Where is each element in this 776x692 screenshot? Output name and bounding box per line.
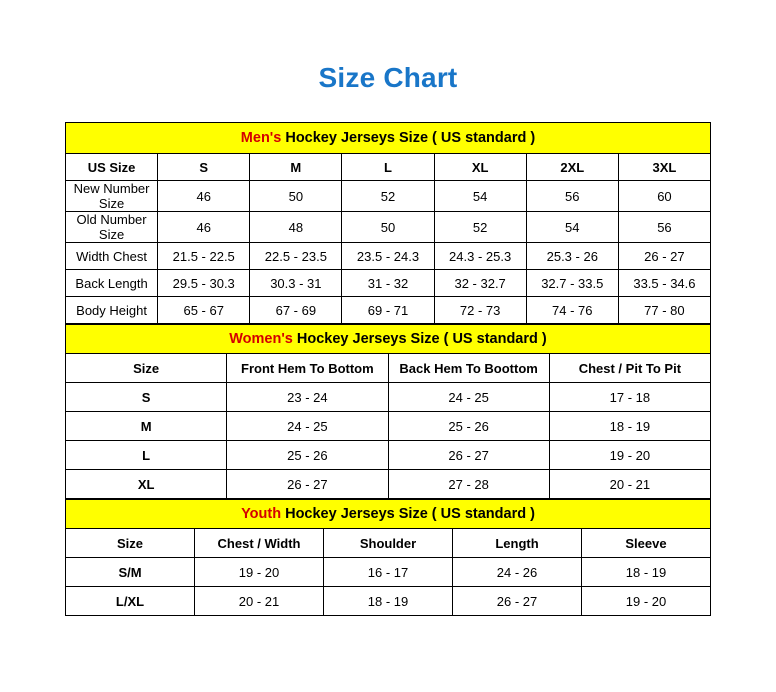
womens-header-row xyxy=(66,354,711,383)
youth-row-label: L/XL xyxy=(66,587,195,616)
mens-size-table xyxy=(65,122,711,324)
mens-cell: 56 xyxy=(526,181,618,212)
mens-cell: 67 - 69 xyxy=(250,297,342,324)
womens-cell: 26 - 27 xyxy=(388,441,549,470)
mens-cell: 77 - 80 xyxy=(618,297,710,324)
table-row xyxy=(66,558,711,587)
mens-cell: 50 xyxy=(250,181,342,212)
mens-cell: 32.7 - 33.5 xyxy=(526,270,618,297)
womens-cell: 25 - 26 xyxy=(388,412,549,441)
mens-header-cell: L xyxy=(342,154,434,181)
mens-cell: 74 - 76 xyxy=(526,297,618,324)
mens-cell: 52 xyxy=(342,181,434,212)
youth-cell: 26 - 27 xyxy=(453,587,582,616)
youth-cell: 18 - 19 xyxy=(324,587,453,616)
youth-header-row xyxy=(66,529,711,558)
womens-cell: 25 - 26 xyxy=(227,441,388,470)
womens-banner-rest: Hockey Jerseys Size ( US standard ) xyxy=(292,331,547,347)
womens-cell: 27 - 28 xyxy=(388,470,549,499)
womens-size-table xyxy=(65,324,711,499)
womens-row-label: S xyxy=(66,383,227,412)
youth-cell: 24 - 26 xyxy=(453,558,582,587)
mens-header-row xyxy=(66,154,711,181)
mens-cell: 72 - 73 xyxy=(434,297,526,324)
womens-header-cell: Chest / Pit To Pit xyxy=(549,354,710,383)
youth-banner-row xyxy=(66,500,711,529)
table-row xyxy=(66,270,711,297)
mens-row-label: Body Height xyxy=(66,297,158,324)
youth-header-cell: Shoulder xyxy=(324,529,453,558)
mens-cell: 60 xyxy=(618,181,710,212)
womens-banner-row xyxy=(66,325,711,354)
womens-header-cell: Front Hem To Bottom xyxy=(227,354,388,383)
mens-row-label: Back Length xyxy=(66,270,158,297)
mens-header-cell: 3XL xyxy=(618,154,710,181)
mens-cell: 56 xyxy=(618,212,710,243)
mens-header-cell: 2XL xyxy=(526,154,618,181)
womens-cell: 19 - 20 xyxy=(549,441,710,470)
youth-header-cell: Sleeve xyxy=(582,529,711,558)
table-row xyxy=(66,470,711,499)
womens-cell: 23 - 24 xyxy=(227,383,388,412)
womens-row-label: XL xyxy=(66,470,227,499)
mens-header-cell: S xyxy=(158,154,250,181)
table-row xyxy=(66,441,711,470)
mens-cell: 29.5 - 30.3 xyxy=(158,270,250,297)
mens-cell: 69 - 71 xyxy=(342,297,434,324)
womens-cell: 24 - 25 xyxy=(388,383,549,412)
mens-cell: 50 xyxy=(342,212,434,243)
youth-cell: 19 - 20 xyxy=(582,587,711,616)
mens-cell: 30.3 - 31 xyxy=(250,270,342,297)
youth-cell: 20 - 21 xyxy=(195,587,324,616)
mens-cell: 52 xyxy=(434,212,526,243)
mens-cell: 26 - 27 xyxy=(618,243,710,270)
mens-cell: 24.3 - 25.3 xyxy=(434,243,526,270)
tables-container xyxy=(65,122,711,616)
table-row xyxy=(66,212,711,243)
table-row xyxy=(66,412,711,441)
womens-banner-cell xyxy=(66,325,711,354)
mens-cell: 46 xyxy=(158,212,250,243)
mens-cell: 25.3 - 26 xyxy=(526,243,618,270)
mens-cell: 54 xyxy=(526,212,618,243)
mens-cell: 46 xyxy=(158,181,250,212)
womens-banner-accent: Women's xyxy=(229,331,293,347)
youth-size-table xyxy=(65,499,711,616)
mens-cell: 32 - 32.7 xyxy=(434,270,526,297)
womens-header-cell: Size xyxy=(66,354,227,383)
womens-cell: 26 - 27 xyxy=(227,470,388,499)
mens-banner-cell xyxy=(66,123,711,154)
mens-cell: 54 xyxy=(434,181,526,212)
youth-header-cell: Chest / Width xyxy=(195,529,324,558)
mens-banner-rest: Hockey Jerseys Size ( US standard ) xyxy=(281,130,536,146)
mens-row-label: New Number Size xyxy=(66,181,158,212)
womens-row-label: M xyxy=(66,412,227,441)
mens-header-cell: M xyxy=(250,154,342,181)
youth-banner-cell xyxy=(66,500,711,529)
mens-cell: 65 - 67 xyxy=(158,297,250,324)
mens-banner-accent: Men's xyxy=(240,130,282,146)
mens-row-label: Old Number Size xyxy=(66,212,158,243)
mens-row-label: Width Chest xyxy=(66,243,158,270)
mens-cell: 21.5 - 22.5 xyxy=(158,243,250,270)
womens-cell: 24 - 25 xyxy=(227,412,388,441)
mens-cell: 22.5 - 23.5 xyxy=(250,243,342,270)
youth-banner-accent: Youth xyxy=(241,506,282,522)
womens-cell: 20 - 21 xyxy=(549,470,710,499)
mens-cell: 31 - 32 xyxy=(342,270,434,297)
mens-header-cell: US Size xyxy=(66,154,158,181)
mens-cell: 23.5 - 24.3 xyxy=(342,243,434,270)
youth-cell: 18 - 19 xyxy=(582,558,711,587)
youth-cell: 16 - 17 xyxy=(324,558,453,587)
table-row xyxy=(66,243,711,270)
table-row xyxy=(66,383,711,412)
mens-banner-row xyxy=(66,123,711,154)
table-row xyxy=(66,587,711,616)
womens-cell: 18 - 19 xyxy=(549,412,710,441)
youth-row-label: S/M xyxy=(66,558,195,587)
womens-header-cell: Back Hem To Boottom xyxy=(388,354,549,383)
mens-header-cell: XL xyxy=(434,154,526,181)
youth-header-cell: Length xyxy=(453,529,582,558)
youth-cell: 19 - 20 xyxy=(195,558,324,587)
table-row xyxy=(66,181,711,212)
youth-header-cell: Size xyxy=(66,529,195,558)
youth-banner-rest: Hockey Jerseys Size ( US standard ) xyxy=(281,506,535,522)
mens-cell: 48 xyxy=(250,212,342,243)
womens-cell: 17 - 18 xyxy=(549,383,710,412)
page-title: Size Chart xyxy=(318,62,458,93)
table-row xyxy=(66,297,711,324)
womens-row-label: L xyxy=(66,441,227,470)
mens-cell: 33.5 - 34.6 xyxy=(618,270,710,297)
